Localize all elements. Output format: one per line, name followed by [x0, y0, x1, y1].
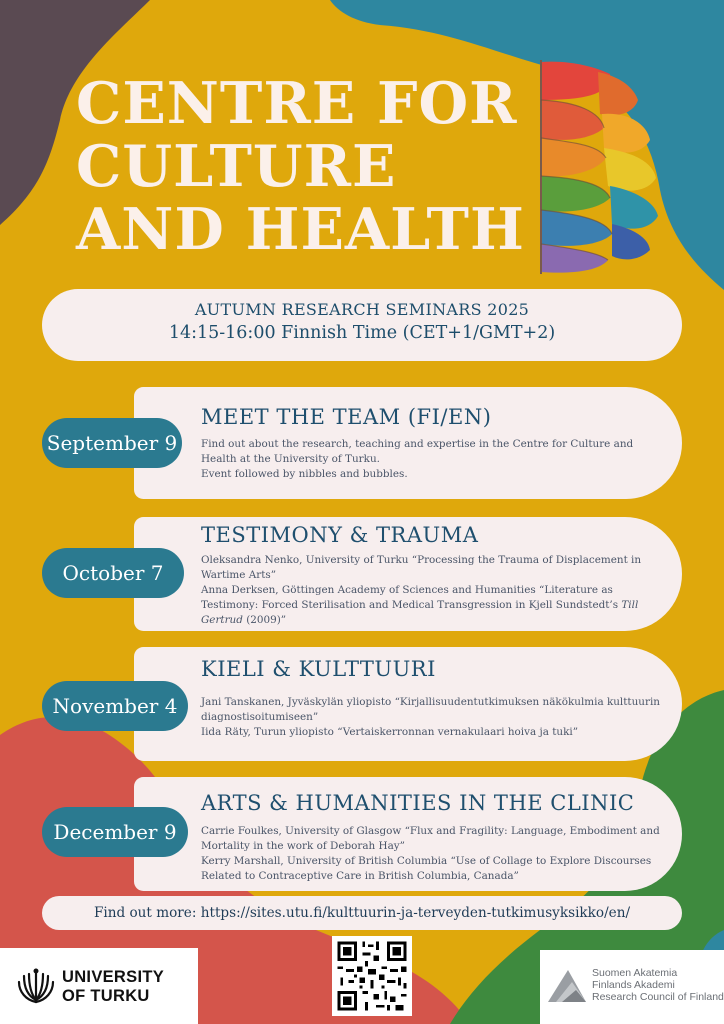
event-date-badge: November 4	[42, 681, 188, 731]
event-line	[201, 583, 671, 628]
event-description	[201, 824, 671, 884]
find-out-more-link[interactable]: Find out more: https://sites.utu.fi/kulttuurin-ja-terveyden-tutkimusyksikko/en/	[42, 896, 682, 930]
event-card	[134, 777, 682, 891]
event-date-badge: October 7	[42, 548, 184, 598]
event-card	[134, 387, 682, 499]
university-of-turku-logo	[0, 948, 198, 1024]
academy-name	[592, 967, 724, 1003]
page-title	[76, 72, 525, 261]
event-line: Find out about the research, teaching and expertise in the Centre for Culture and Health at the University of Turku.	[201, 438, 634, 465]
event-card	[134, 647, 682, 761]
event-line: Iida Räty, Turun yliopisto “Vertaiskerronnan vernakulaari hoiva ja tuki”	[201, 726, 579, 738]
utu-line-1: UNIVERSITY	[62, 968, 165, 986]
title-line-3: AND HEALTH	[76, 196, 525, 263]
event-description	[201, 437, 671, 482]
event-line: Kerry Marshall, University of British Columbia “Use of Collage to Explore Discourses Related to Contraceptive Care in British Columbia, Canada”	[201, 855, 652, 882]
event-title: MEET THE TEAM (FI/EN)	[201, 405, 492, 429]
event-line: Jani Tanskanen, Jyväskylän yliopisto “Kirjallisuudentutkimuksen näkökulmia kulttuurin diagnostisoitumiseen”	[201, 696, 660, 723]
event-card	[134, 517, 682, 631]
academy-line-2: Finlands Akademi	[592, 979, 675, 991]
utu-line-2: OF TURKU	[62, 987, 150, 1005]
event-description	[201, 695, 671, 740]
brain-illustration-icon	[538, 60, 660, 274]
seminar-series-title: AUTUMN RESEARCH SEMINARS 2025	[194, 300, 530, 319]
academy-line-3: Research Council of Finland	[592, 991, 724, 1003]
qr-code-icon[interactable]	[332, 936, 412, 1016]
event-date-badge: September 9	[42, 418, 182, 468]
event-title: KIELI & KULTTUURI	[201, 657, 436, 681]
event-line-text: Anna Derksen, Göttingen Academy of Sciences and Humanities “Literature as Testimony: Forced Sterilisation and Medical Transgression in Kjell Sundstedt’s	[201, 584, 622, 611]
event-title: TESTIMONY & TRAUMA	[201, 523, 479, 547]
utu-name	[62, 968, 164, 1006]
event-title: ARTS & HUMANITIES IN THE CLINIC	[201, 791, 635, 815]
title-line-1: CENTRE FOR	[76, 70, 518, 137]
event-line-text: (2009)”	[242, 614, 287, 626]
academy-line-1: Suomen Akatemia	[592, 967, 678, 979]
event-line-italic: Till Gertrud	[201, 599, 639, 626]
event-date-badge: December 9	[42, 807, 188, 857]
seminar-time: 14:15-16:00 Finnish Time (CET+1/GMT+2)	[168, 323, 556, 343]
event-description	[201, 553, 671, 628]
research-council-of-finland-logo	[540, 950, 724, 1024]
title-line-2: CULTURE	[76, 133, 397, 200]
event-line: Carrie Foulkes, University of Glasgow “Flux and Fragility: Language, Embodiment and Mortality in the work of Deborah Hay”	[201, 825, 660, 852]
utu-crest-icon	[16, 966, 56, 1006]
event-line: Event followed by nibbles and bubbles.	[201, 468, 408, 480]
academy-triangle-icon	[546, 968, 588, 1004]
event-line: Oleksandra Nenko, University of Turku “Processing the Trauma of Displacement in Wartime Arts”	[201, 554, 642, 581]
seminar-header	[42, 289, 682, 361]
